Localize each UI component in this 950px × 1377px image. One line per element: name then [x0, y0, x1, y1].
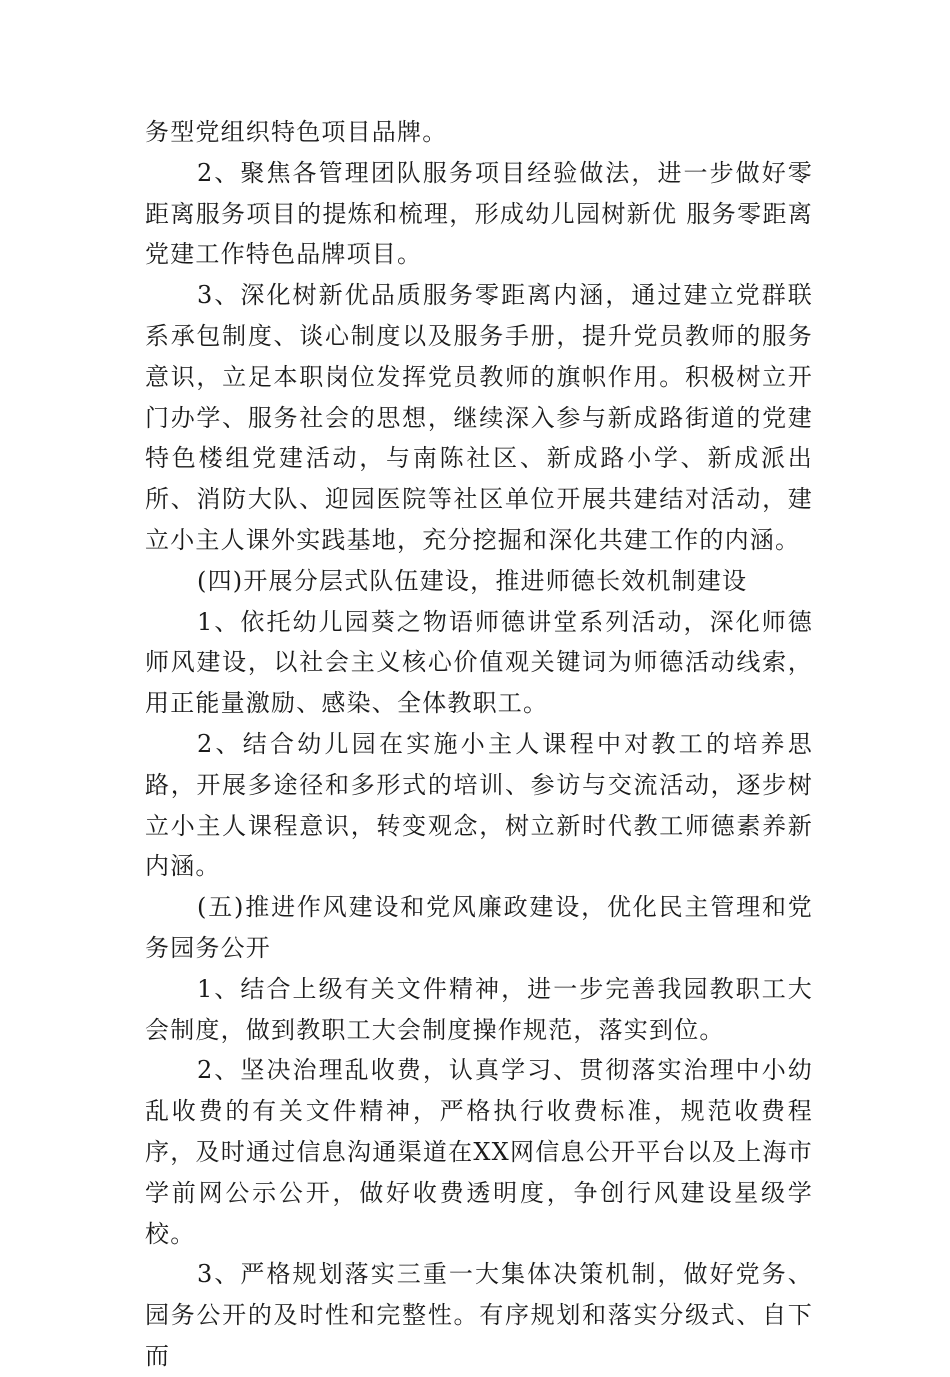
paragraph-item-3-service-connotation: 3、深化树新优品质服务零距离内涵，通过建立党群联系承包制度、谈心制度以及服务手册，提升党员教师的服务意识，立足本职岗位发挥党员教师的旗帜作用。积极树立开门办学、服务社会的思想，继续深入参与新成路街道的党建特色楼组党建活动，与南陈社区、新成路小学、新成派出所、消防大队、迎园医院等社区单位开展共建结对活动，建立小主人课外实践基地，充分挖掘和深化共建工作的内涵。 [145, 281, 813, 554]
paragraph-item-1-staff-congress: 1、结合上级有关文件精神，进一步完善我园教职工大会制度，做到教职工大会制度操作规范，落实到位。 [145, 974, 813, 1044]
section-heading-5: (五)推进作风建设和党风廉政建设，优化民主管理和党务园务公开 [145, 893, 813, 962]
section-heading-4: (四)开展分层式队伍建设，推进师德长效机制建设 [197, 566, 748, 595]
paragraph-item-2-training: 2、结合幼儿园在实施小主人课程中对教工的培养思路，开展多途径和多形式的培训、参访与交流活动，逐步树立小主人课程意识，转变观念，树立新时代教工师德素养新内涵。 [145, 729, 813, 881]
document-page [145, 112, 813, 1377]
paragraph-item-2-zero-distance-summary: 2、聚焦各管理团队服务项目经验做法，进一步做好零距离服务项目的提炼和梳理，形成幼儿园树新优 服务零距离党建工作特色品牌项目。 [145, 158, 813, 269]
paragraph-item-3-decision-mechanism: 3、严格规划落实三重一大集体决策机制，做好党务、园务公开的及时性和完整性。有序规划和落实分级式、自下而 [145, 1260, 813, 1370]
paragraph-continuation: 务型党组织特色项目品牌。 [145, 118, 448, 146]
paragraph-item-2-fees: 2、坚决治理乱收费，认真学习、贯彻落实治理中小幼乱收费的有关文件精神，严格执行收费标准，规范收费程序，及时通过信息沟通渠道在XX网信息公开平台以及上海市学前网公示公开，做好收费透明度，争创行风建设星级学校。 [145, 1056, 813, 1248]
paragraph-item-1-ethics-lecture: 1、依托幼儿园葵之物语师德讲堂系列活动，深化师德师风建设，以社会主义核心价值观关键词为师德活动线索，用正能量激励、感染、全体教职工。 [145, 607, 813, 718]
